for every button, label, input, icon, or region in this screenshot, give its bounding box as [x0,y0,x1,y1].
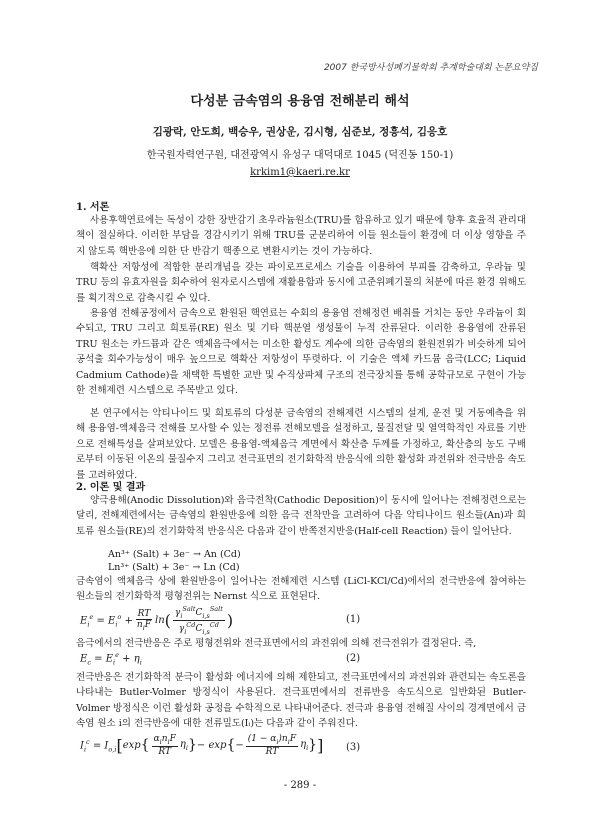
results-paragraph-1: 양극용해(Anodic Dissolution)와 음극전착(Cathodic Deposition)이 동시에 일어나는 전해정련으로는 달리, 전해제련에서는 금속염의 환원반응에 의한 음극 전착만을 고려하여 다음 악티나이드 원소들(An)과 희토류 원소들(RE)의 전기화학적 반응식은 다음과 같이 반쪽전지반응(Half-cell Reaction) 들이 일어난다. [76,495,526,537]
section-heading-intro: 1. 서론 [76,202,110,213]
paper-title: 다성분 금속염의 용융염 전해분리 해석 [190,94,410,109]
results-paragraph-2: 금속염이 액체음극 상에 환원반응이 일어나는 전해제련 시스템 (LiCl-KCl/Cd)에서의 전극반응에 참여하는 원소들의 전기화학적 평형전위는 Nernst 식으로 표현된다. [76,576,526,603]
equation-number-1: (1) [346,614,361,625]
author-list: 김광락, 안도희, 백승우, 권상운, 김시형, 심준보, 정흥석, 김응호 [152,126,448,138]
equation-electrode-potential: $E_c = E_i^e + \eta_i$ [80,651,142,667]
equation-nernst: $E_i^e = E_i^o$ + $\frac{RT}{n_iF}$ ln ( $\frac{\gamma_i^{Salt}C_{i,s}^{Salt}}{\gamma_i^{Cd}C_{i,s}^{Cd}}$ ) [80,605,234,636]
section-heading-results: 2. 이론 및 결과 [76,482,146,493]
intro-paragraph-1: 사용후핵연료에는 독성이 강한 장반감기 초우라늄원소(TRU)를 함유하고 있기 때문에 향후 효율적 관리대책이 절실하다. 이러한 부담을 경감시키기 위해 TRU를 군분리하여 이들 원소들이 환경에 더 이상 영향을 주지 않도록 핵반응에 의한 단 반감기 핵종으로 변환시키는 것이 가능하다. [76,215,526,257]
equation-butler-volmer: $I_i^c = I_{o,i}$ [ exp { $\frac{\alpha_in_iF}{RT}$ $\eta_i$ } − exp { − $\frac{(1 - \alpha_i)n_iF}{RT}$ $\eta_i$ } ] [80,734,324,757]
intro-paragraph-2: 핵확산 저항성에 적합한 분리개념을 갖는 파이로프로세스 기술을 이용하여 부피를 감축하고, 우라늄 및 TRU 등의 유효자원을 회수하여 원자로시스템에 재활용함과 동시에 고준위폐기물의 처분에 따른 환경 위해도를 획기적으로 감축시킬 수 있다. [76,262,526,304]
affiliation: 한국원자력연구원, 대전광역시 유성구 대덕대로 1045 (덕진동 150-1) [146,150,454,161]
reaction-an: An³⁺ (Salt) + 3e⁻ → An (Cd) [108,549,241,560]
running-head: 2007 한국방사성폐기물학회 추계학술대회 논문요약집 [323,63,538,73]
intro-paragraph-4: 본 연구에서는 악티나이드 및 희토류의 다성분 금속염의 전해제련 시스템의 설계, 운전 및 거동예측을 위해 용융염-액체음극 전해를 모사할 수 있는 정전류 전해모델을 설정하고, 물질전달 및 열역학적인 자료를 기반으로 전해특성을 살펴보았다. 모델은 용융염-액체음극 계면에서 확산층 두께를 가정하고, 확산층의 농도 구배로부터 이동된 이온의 물질수지 그리고 전극표면의 전기화학적 반응식에 의한 활성화 과전위와 전극반응 속도를 고려하였다. [76,408,526,481]
equation-number-3: (3) [346,742,361,753]
reaction-ln: Ln³⁺ (Salt) + 3e⁻ → Ln (Cd) [108,562,240,573]
page-number: - 289 - [283,780,317,791]
results-paragraph-4: 전극반응은 전기화학적 분극이 활성화 에너지에 의해 제한되고, 전극표면에서의 과전위와 관련되는 속도론을 나타내는 Butler-Volmer 방정식이 사용된다. 전극표면에서의 전류반응 속도식으로 일반화된 Butler-Volmer 방정식은 이런 활성화 공정을 수학적으로 나타내어준다. 전극과 용융염 전해질 사이의 경계면에서 금속염 원소 i의 전극반응에 대한 전류밀도(Iᵢ)는 다음과 같이 주워진다. [76,672,526,730]
intro-paragraph-3: 용융염 전해공정에서 금속으로 환원된 핵연료는 수회의 용융염 전해정련 배취를 거치는 동안 우라늄이 회수되고, TRU 그리고 희토류(RE) 원소 및 기타 핵분열 생성물이 누적 잔류된다. 이러한 용융염에 잔류된 TRU 원소는 카드뮴과 같은 액체음극에서는 미소한 활성도 계수에 의한 금속염의 환원전위가 비슷하게 되어 공석출 회수가능성이 매우 높으므로 핵확산 저항성이 뚜렷하다. 이 기술은 액체 카드뮴 음극(LCC; Liquid Cadmium Cathode)을 채택한 특별한 교반 및 수직상파체 구조의 전극장치를 통해 공학규모로 구현이 가능한 전해제련 시스템으로 주목받고 있다. [76,308,526,397]
author-email: krkim1@kaeri.re.kr [250,167,350,178]
equation-number-2: (2) [346,653,361,664]
results-paragraph-3: 음극에서의 전극반응은 주로 평형전위와 전극표면에서의 과전위에 의해 전극전위가 결정된다. 즉, [76,638,477,649]
